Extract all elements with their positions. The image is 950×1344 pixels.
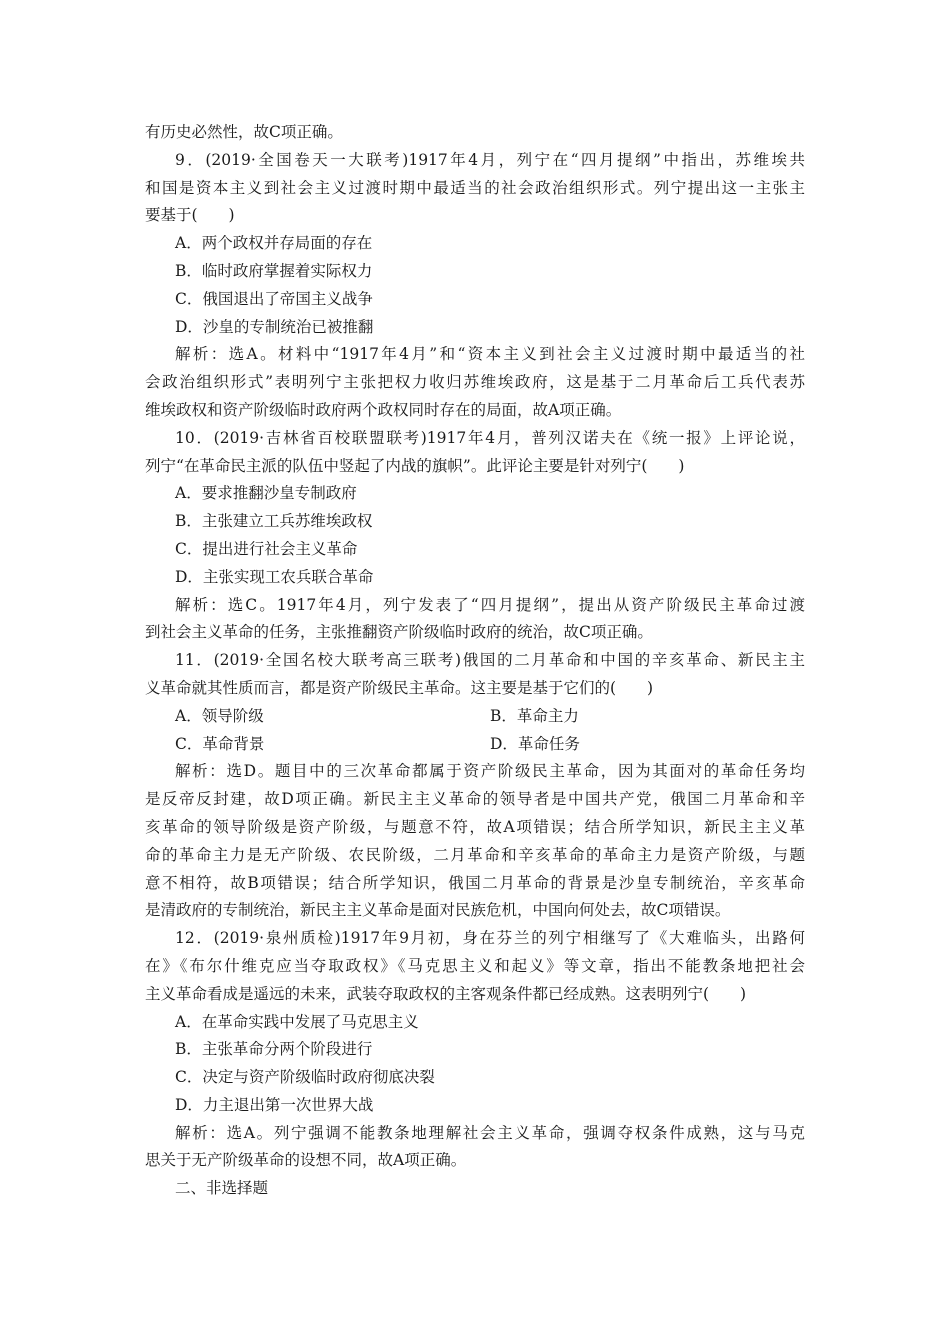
text-line: 维埃政权和资产阶级临时政府两个政权同时存在的局面，故A项正确。 <box>145 400 622 419</box>
option-row <box>175 731 805 759</box>
text-line: 命的革命主力是无产阶级、农民阶级，二月革命和辛亥革命的革命主力是资产阶级，与题 <box>145 845 805 864</box>
text-line: 思关于无产阶级革命的设想不同，故A项正确。 <box>145 1151 467 1170</box>
text-line: C．提出进行社会主义革命 <box>175 539 358 558</box>
document-page <box>0 119 950 1203</box>
text-line: 解析：选A。材料中“1917年4月”和“资本主义到社会主义过渡时期中最适当的社 <box>175 345 805 364</box>
text-line: A．两个政权并存局面的存在 <box>175 234 373 253</box>
text-line: A．要求推翻沙皇专制政府 <box>175 484 357 503</box>
text-line: 意不相符，故B项错误；结合所学知识，俄国二月革命的背景是沙皇专制统治，辛亥革命 <box>145 873 805 892</box>
text-line: 要基于( ) <box>145 206 235 225</box>
text-line: B．主张革命分两个阶段进行 <box>175 1040 373 1059</box>
text-line: 11．(2019·全国名校大联考高三联考)俄国的二月革命和中国的辛亥革命、新民主主 <box>175 651 805 670</box>
text-line: 10．(2019·吉林省百校联盟联考)1917年4月，普列汉诺夫在《统一报》上评论说， <box>175 428 805 447</box>
text-line: 会政治组织形式”表明列宁主张把权力收归苏维埃政府，这是基于二月革命后工兵代表苏 <box>145 373 805 392</box>
text-line: 有历史必然性，故C项正确。 <box>145 123 343 141</box>
text-line: C．俄国退出了帝国主义战争 <box>175 289 373 308</box>
text-line: 到社会主义革命的任务，主张推翻资产阶级临时政府的统治，故C项正确。 <box>145 623 653 642</box>
text-line: 9．(2019·全国卷天一大联考)1917年4月，列宁在“四月提纲”中指出，苏维埃共 <box>175 150 805 169</box>
text-line: B．主张建立工兵苏维埃政权 <box>175 512 373 531</box>
text-line: 是清政府的专制统治，新民主主义革命是面对民族危机，中国向何处去，故C项错误。 <box>145 901 731 920</box>
text-line: 和国是资本主义到社会主义过渡时期中最适当的社会政治组织形式。列宁提出这一主张主 <box>145 178 805 197</box>
text-line: D．沙皇的专制统治已被推翻 <box>175 317 374 336</box>
option-text: D．革命任务 <box>490 734 580 753</box>
text-line: 12．(2019·泉州质检)1917年9月初，身在芬兰的列宁相继写了《大难临头，出路何 <box>175 929 805 948</box>
text-line: A．在革命实践中发展了马克思主义 <box>175 1012 419 1031</box>
text-line: 二、非选择题 <box>175 1179 269 1198</box>
text-line: B．临时政府掌握着实际权力 <box>175 261 373 280</box>
text-line: 列宁“在革命民主派的队伍中竖起了内战的旗帜”。此评论主要是针对列宁( ) <box>145 456 685 475</box>
text-line: 解析：选A。列宁强调不能教条地理解社会主义革命，强调夺权条件成熟，这与马克 <box>175 1123 805 1142</box>
text-line: 亥革命的领导阶级是资产阶级，与题意不符，故A项错误；结合所学知识，新民主主义革 <box>145 817 805 836</box>
text-line: 主义革命看成是遥远的未来，武装夺取政权的主客观条件都已经成熟。这表明列宁( ) <box>145 984 747 1003</box>
text-line: 在》《布尔什维克应当夺取政权》《马克思主义和起义》等文章，指出不能教条地把社会 <box>145 956 805 975</box>
text-line: D．力主退出第一次世界大战 <box>175 1095 374 1114</box>
option-text: A．领导阶级 <box>175 706 264 725</box>
option-text: C．革命背景 <box>175 734 265 753</box>
option-row <box>175 703 805 731</box>
option-text: B．革命主力 <box>490 706 579 725</box>
text-line: D．主张实现工农兵联合革命 <box>175 567 374 586</box>
text-line: 是反帝反封建，故D项正确。新民主主义革命的领导者是中国共产党，俄国二月革命和辛 <box>145 790 805 809</box>
text-line: 解析：选D。题目中的三次革命都属于资产阶级民主革命，因为其面对的革命任务均 <box>175 762 805 781</box>
text-line: C．决定与资产阶级临时政府彻底决裂 <box>175 1068 435 1087</box>
text-line: 解析：选C。1917年4月，列宁发表了“四月提纲”，提出从资产阶级民主革命过渡 <box>175 595 805 614</box>
text-line: 义革命就其性质而言，都是资产阶级民主革命。这主要是基于它们的( ) <box>145 678 654 697</box>
